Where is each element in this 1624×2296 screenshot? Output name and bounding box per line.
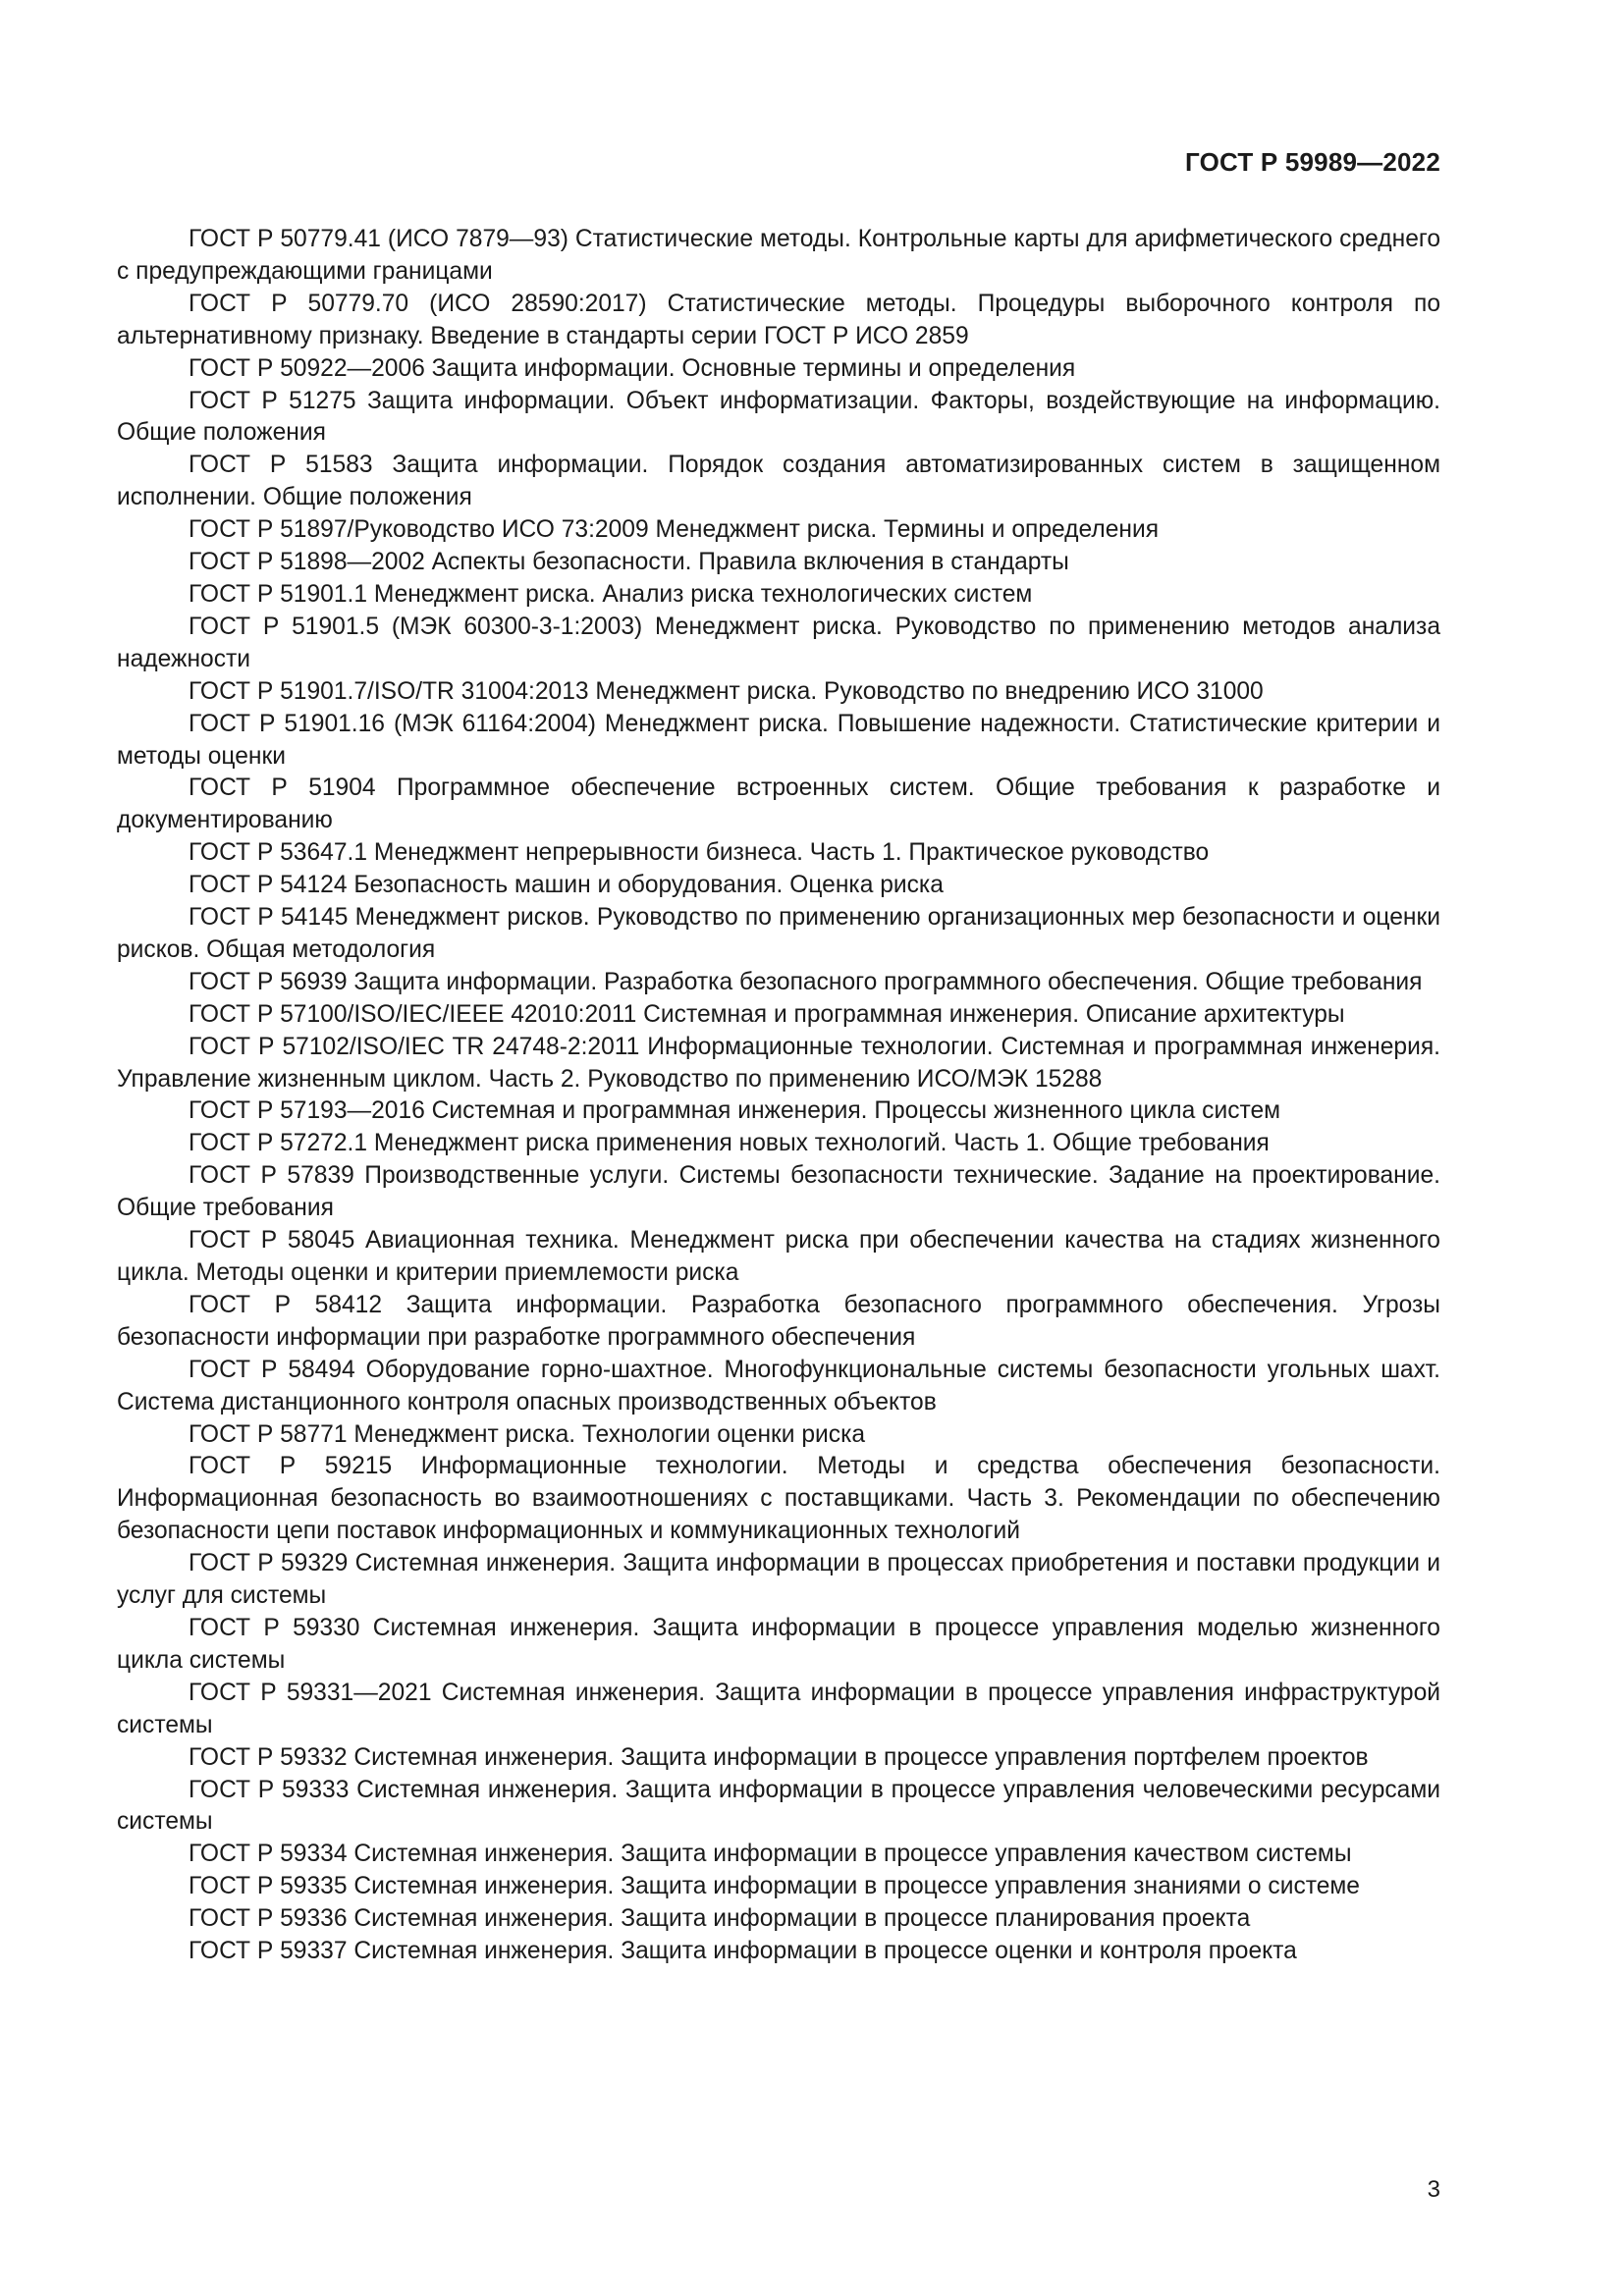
page-number: 3	[1427, 2176, 1440, 2203]
reference-entry: ГОСТ Р 51583 Защита информации. Порядок создания автоматизированных систем в защищенном исполнении. Общие положения	[117, 452, 1440, 511]
reference-entry: ГОСТ Р 58412 Защита информации. Разработка безопасного программного обеспечения. Угрозы безопасности информации при разработке программного обеспечения	[117, 1291, 1440, 1351]
reference-entry: ГОСТ Р 50779.41 (ИСО 7879—93) Статистические методы. Контрольные карты для арифметического среднего с предупреждающими границами	[117, 226, 1440, 285]
reference-entry: ГОСТ Р 59334 Системная инженерия. Защита информации в процессе управления качеством системы	[189, 1841, 1352, 1868]
reference-entry: ГОСТ Р 59333 Системная инженерия. Защита информации в процессе управления человеческими ресурсами системы	[117, 1776, 1440, 1836]
reference-entry: ГОСТ Р 54145 Менеджмент рисков. Руководство по применению организационных мер безопасности и оценки рисков. Общая методология	[117, 904, 1440, 963]
reference-entry: ГОСТ Р 59215 Информационные технологии. Методы и средства обеспечения безопасности. Информационная безопасность во взаимоотношениях с поставщиками. Часть 3. Рекомендации по обеспечению безопасности цепи поставок информационных и коммуникационных технологий	[117, 1453, 1440, 1545]
reference-entry: ГОСТ Р 51275 Защита информации. Объект информатизации. Факторы, воздействующие на информацию. Общие положения	[117, 387, 1440, 447]
reference-entry: ГОСТ Р 57100/ISO/IEC/IEEE 42010:2011 Системная и программная инженерия. Описание архитектуры	[189, 1000, 1345, 1028]
reference-entry: ГОСТ Р 58771 Менеджмент риска. Технологии оценки риска	[189, 1420, 866, 1448]
normative-references-list	[117, 224, 1440, 1968]
reference-entry: ГОСТ Р 50922—2006 Защита информации. Основные термины и определения	[189, 354, 1076, 382]
reference-entry: ГОСТ Р 51901.1 Менеджмент риска. Анализ риска технологических систем	[189, 580, 1033, 608]
reference-entry: ГОСТ Р 50779.70 (ИСО 28590:2017) Статистические методы. Процедуры выборочного контроля по альтернативному признаку. Введение в стандарты серии ГОСТ Р ИСО 2859	[117, 290, 1440, 349]
reference-entry: ГОСТ Р 56939 Защита информации. Разработка безопасного программного обеспечения. Общие требования	[189, 968, 1423, 995]
reference-entry: ГОСТ Р 51901.16 (МЭК 61164:2004) Менеджмент риска. Повышение надежности. Статистические критерии и методы оценки	[117, 710, 1440, 770]
reference-entry: ГОСТ Р 59332 Системная инженерия. Защита информации в процессе управления портфелем проектов	[189, 1743, 1369, 1771]
reference-entry: ГОСТ Р 59337 Системная инженерия. Защита информации в процессе оценки и контроля проекта	[189, 1938, 1297, 1965]
reference-entry: ГОСТ Р 59336 Системная инженерия. Защита информации в процессе планирования проекта	[189, 1905, 1251, 1933]
reference-entry: ГОСТ Р 53647.1 Менеджмент непрерывности бизнеса. Часть 1. Практическое руководство	[189, 839, 1210, 867]
reference-entry: ГОСТ Р 59330 Системная инженерия. Защита информации в процессе управления моделью жизненного цикла системы	[117, 1614, 1440, 1674]
reference-entry: ГОСТ Р 57272.1 Менеджмент риска применения новых технологий. Часть 1. Общие требования	[189, 1130, 1270, 1157]
reference-entry: ГОСТ Р 58494 Оборудование горно-шахтное. Многофункциональные системы безопасности угольных шахт. Система дистанционного контроля опасных производственных объектов	[117, 1356, 1440, 1415]
document-header: ГОСТ Р 59989—2022	[1185, 147, 1440, 177]
reference-entry: ГОСТ Р 57193—2016 Системная и программная инженерия. Процессы жизненного цикла систем	[189, 1097, 1281, 1125]
reference-entry: ГОСТ Р 51901.7/ISO/TR 31004:2013 Менеджмент риска. Руководство по внедрению ИСО 31000	[189, 677, 1264, 705]
reference-entry: ГОСТ Р 51897/Руководство ИСО 73:2009 Менеджмент риска. Термины и определения	[189, 516, 1160, 544]
reference-entry: ГОСТ Р 51904 Программное обеспечение встроенных систем. Общие требования к разработке и документированию	[117, 774, 1440, 834]
reference-entry: ГОСТ Р 58045 Авиационная техника. Менеджмент риска при обеспечении качества на стадиях жизненного цикла. Методы оценки и критерии приемлемости риска	[117, 1227, 1440, 1286]
reference-entry: ГОСТ Р 57839 Производственные услуги. Системы безопасности технические. Задание на проектирование. Общие требования	[117, 1162, 1440, 1222]
reference-entry: ГОСТ Р 59335 Системная инженерия. Защита информации в процессе управления знаниями о системе	[189, 1873, 1360, 1900]
reference-entry: ГОСТ Р 57102/ISO/IEC TR 24748-2:2011 Информационные технологии. Системная и программная инженерия. Управление жизненным циклом. Часть 2. Руководство по применению ИСО/МЭК 15288	[117, 1033, 1440, 1093]
reference-entry: ГОСТ Р 59329 Системная инженерия. Защита информации в процессах приобретения и поставки продукции и услуг для системы	[117, 1550, 1440, 1610]
reference-entry: ГОСТ Р 54124 Безопасность машин и оборудования. Оценка риска	[189, 872, 944, 899]
reference-entry: ГОСТ Р 59331—2021 Системная инженерия. Защита информации в процессе управления инфраструктурой системы	[117, 1679, 1440, 1738]
reference-entry: ГОСТ Р 51901.5 (МЭК 60300-3-1:2003) Менеджмент риска. Руководство по применению методов анализа надежности	[117, 613, 1440, 672]
reference-entry: ГОСТ Р 51898—2002 Аспекты безопасности. Правила включения в стандарты	[189, 549, 1069, 576]
